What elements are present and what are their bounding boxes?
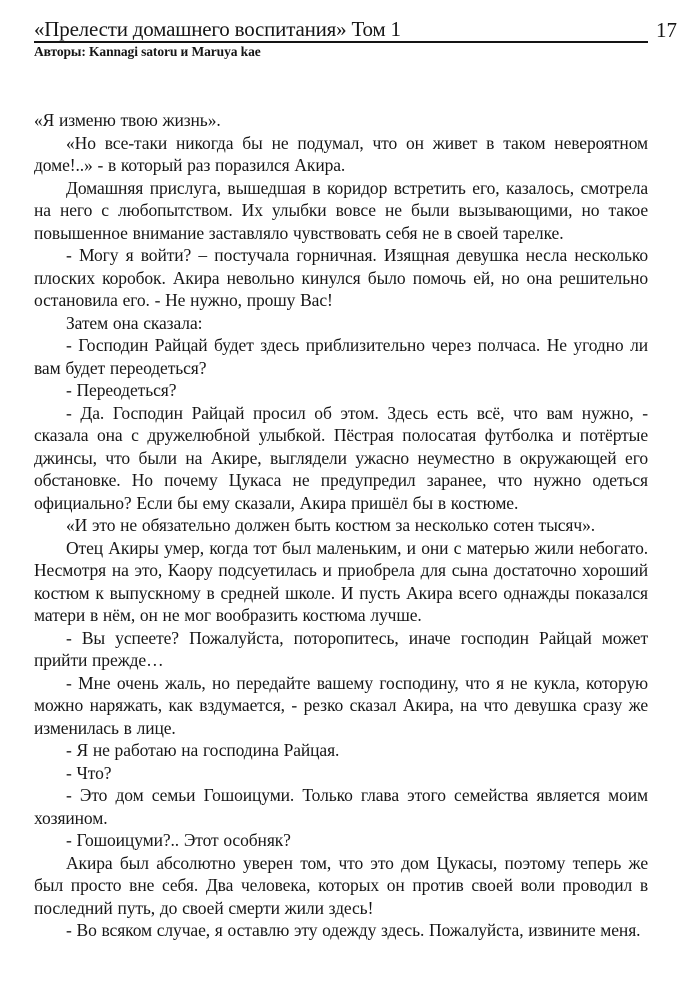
- paragraph: - Вы успеете? Пожалуйста, поторопитесь, иначе господин Райцай может прийти прежде…: [34, 627, 648, 670]
- paragraph: - Это дом семьи Гошоицуми. Только глава этого семейства является моим хозяином.: [34, 785, 648, 828]
- page-title: «Прелести домашнего воспитания» Том 1: [34, 17, 401, 41]
- authors-line: Авторы: Kannagi satoru и Maruya kae: [34, 44, 261, 59]
- paragraph: - Мне очень жаль, но передайте вашему господину, что я не кукла, которую можно наряжать, как вздумается, - резко сказал Акира, на что девушка сразу же изменилась в лице.: [34, 672, 648, 738]
- paragraph: - Переодеться?: [66, 380, 177, 400]
- paragraph: - Могу я войти? – постучала горничная. Изящная девушка несла несколько плоских коробок. Акира невольно кинулся было помочь ей, но она решительно остановила его. - Не нужно, прошу Вас!: [34, 245, 648, 310]
- page-header: [34, 0, 648, 60]
- paragraph: «И это не обязательно должен быть костюм за несколько сотен тысяч».: [66, 515, 596, 535]
- paragraph: - Гошоицуми?.. Этот особняк?: [66, 830, 291, 850]
- header-rule: [34, 18, 648, 43]
- paragraph: - Во всяком случае, я оставлю эту одежду здесь. Пожалуйста, извините меня.: [66, 920, 641, 940]
- paragraph: - Я не работаю на господина Райцая.: [66, 740, 340, 760]
- paragraph: «Но все-таки никогда бы не подумал, что он живет в таком невероятном доме!..» - в который раз поразился Акира.: [34, 132, 648, 175]
- paragraph: - Да. Господин Райцай просил об этом. Здесь есть всё, что вам нужно, - сказала она с дружелюбной улыбкой. Пёстрая полосатая футболка и потёртые джинсы, что были на Акире, выглядели ужасно неуместно в окружающей его обстановке. Но почему Цукаса не предупредил заранее, что нужно одеться официально? Если бы ему сказали, Акира пришёл бы в костюме.: [34, 402, 648, 513]
- paragraph: «Я изменю твою жизнь».: [34, 110, 221, 130]
- paragraph: Затем она сказала:: [66, 312, 203, 333]
- page-body: [34, 109, 648, 942]
- paragraph: Домашняя прислуга, вышедшая в коридор встретить его, казалось, смотрела на него с любопытством. Их улыбки вовсе не были вызывающими, но такое повышенное внимание заставляло чувствовать себя не в своей тарелке.: [34, 177, 648, 243]
- paragraph: Отец Акиры умер, когда тот был маленьким, и они с матерью жили небогато. Несмотря на это, Каору подсуетилась и приобрела для сына достаточно хороший костюм к выпускному в средней школе. И пусть Акира всего однажды показался матери в нём, он не мог вообразить костюма лучше.: [34, 537, 648, 625]
- page-number: 17: [656, 18, 677, 42]
- paragraph: - Господин Райцай будет здесь приблизительно через полчаса. Не угодно ли вам будет переодеться?: [34, 335, 648, 378]
- paragraph: Акира был абсолютно уверен том, что это дом Цукасы, поэтому теперь же был просто вне себя. Два человека, которых он против своей воли проводил в последний путь, до своей смерти жили здесь!: [34, 852, 648, 918]
- paragraph: - Что?: [66, 762, 112, 783]
